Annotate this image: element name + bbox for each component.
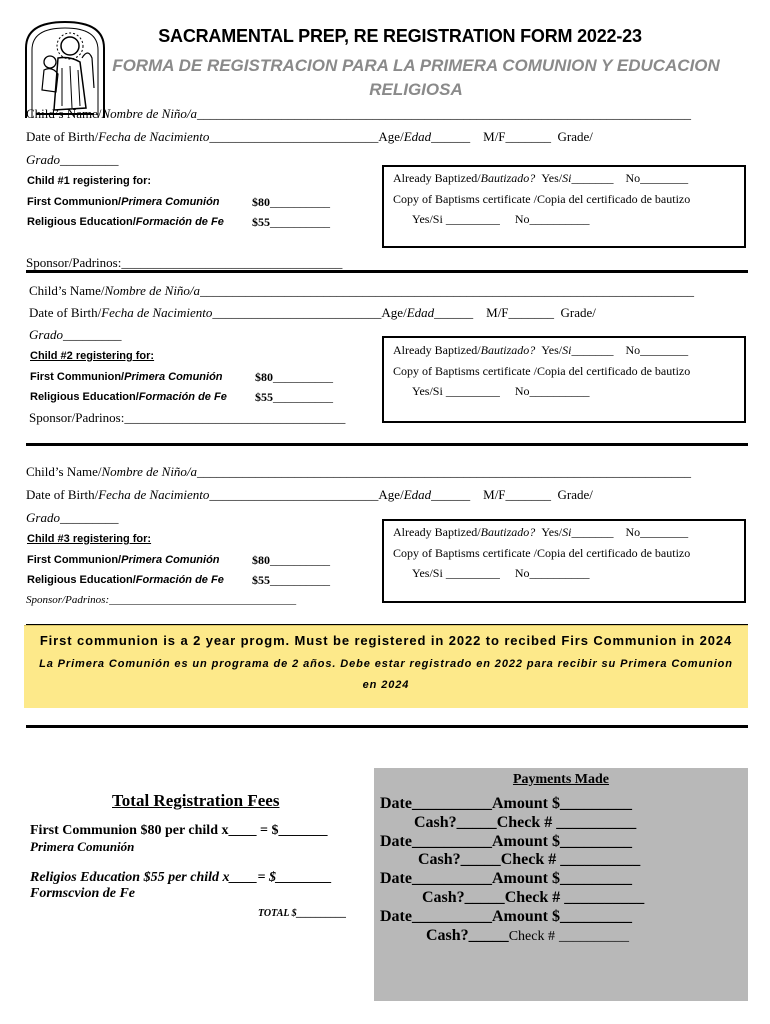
section-divider: [26, 725, 748, 728]
child3-dob-field[interactable]: Date of Birth/Fecha de Nacimiento__________________________Age/Edad______ M/F_______ Grade/: [26, 487, 593, 502]
child2-religious-ed-option[interactable]: Religious Education/Formación de Fe: [30, 391, 227, 403]
payment1-date-amount[interactable]: Date__________Amount $_________: [380, 795, 632, 812]
child2-sponsor-field[interactable]: Sponsor/Padrinos:__________________________________: [29, 410, 346, 425]
fees-total[interactable]: TOTAL $__________: [258, 908, 347, 919]
child2-name-field[interactable]: Child’s Name/Nombre de Niño/a____________________________________________________________________________: [29, 283, 695, 298]
fees-religious-ed-es: Formscvion de Fe: [30, 886, 135, 901]
child1-name-field[interactable]: Child’s Name/Nombre de Niño/a____________________________________________________________________________: [26, 106, 692, 121]
payment3-cash-check[interactable]: Cash?_____Check # __________: [422, 889, 645, 906]
section-divider: [26, 270, 748, 273]
fees-first-communion-line[interactable]: First Communion $80 per child x____ = $_______: [30, 823, 328, 838]
child1-first-communion-price[interactable]: $80__________: [252, 195, 330, 209]
child2-certificate-field[interactable]: Yes/Si _________ No__________: [412, 384, 590, 398]
child3-sponsor-field[interactable]: Sponsor/Padrinos:__________________________________: [26, 594, 297, 606]
child2-first-communion-option[interactable]: First Communion/Primera Comunión: [30, 371, 223, 383]
payment4-date-amount[interactable]: Date__________Amount $_________: [380, 908, 632, 925]
form-title: SACRAMENTAL PREP, RE REGISTRATION FORM 2022-23: [158, 26, 642, 46]
section-divider: [26, 443, 748, 446]
child1-sponsor-field[interactable]: Sponsor/Padrinos:__________________________________: [26, 255, 343, 270]
child1-certificate-label: Copy of Baptisms certificate /Copia del certificado de bautizo: [393, 192, 691, 206]
child3-registering-heading: Child #3 registering for:: [27, 533, 152, 545]
parish-logo: [22, 18, 108, 120]
child2-certificate-label: Copy of Baptisms certificate /Copia del certificado de bautizo: [393, 364, 691, 378]
child3-baptized-field[interactable]: Already Baptized/Bautizado? Yes/Si_______ No________: [393, 525, 689, 539]
notice-spanish: La Primera Comunión es un programa de 2 años. Debe estar registrado en 2022 para recibir su Primera Comunion en 2024: [39, 658, 733, 691]
fees-religious-ed-line[interactable]: Religios Education $55 per child x____= $________: [30, 870, 332, 885]
program-notice: [24, 625, 748, 708]
form-subtitle: FORMA DE REGISTRACION PARA LA PRIMERA COMUNION Y EDUCACION RELIGIOSA: [112, 56, 720, 99]
child1-religious-ed-option[interactable]: Religious Education/Formación de Fe: [27, 216, 224, 228]
child1-certificate-field[interactable]: Yes/Si _________ No__________: [412, 212, 590, 226]
child3-religious-ed-option[interactable]: Religious Education/Formación de Fe: [27, 574, 224, 586]
payment4-cash-check[interactable]: Cash?_____Check # __________: [426, 927, 629, 944]
child1-religious-ed-price[interactable]: $55__________: [252, 215, 330, 229]
child3-first-communion-price[interactable]: $80__________: [252, 553, 330, 567]
payments-title: Payments Made: [512, 772, 610, 787]
child2-registering-heading: Child #2 registering for:: [30, 350, 155, 362]
child3-certificate-label: Copy of Baptisms certificate /Copia del certificado de bautizo: [393, 546, 691, 560]
child2-first-communion-price[interactable]: $80__________: [255, 370, 333, 384]
child1-dob-field[interactable]: Date of Birth/Fecha de Nacimiento__________________________Age/Edad______ M/F_______ Grade/: [26, 129, 593, 144]
child3-religious-ed-price[interactable]: $55__________: [252, 573, 330, 587]
payment2-date-amount[interactable]: Date__________Amount $_________: [380, 833, 632, 850]
payment2-cash-check[interactable]: Cash?_____Check # __________: [418, 851, 641, 868]
child3-grade-field[interactable]: Grado_________: [26, 510, 119, 525]
child2-religious-ed-price[interactable]: $55__________: [255, 390, 333, 404]
child1-first-communion-option[interactable]: First Communion/Primera Comunión: [27, 196, 220, 208]
fees-title: Total Registration Fees: [112, 791, 280, 810]
child2-baptized-field[interactable]: Already Baptized/Bautizado? Yes/Si_______ No________: [393, 343, 689, 357]
child1-grade-field[interactable]: Grado_________: [26, 152, 119, 167]
payment3-date-amount[interactable]: Date__________Amount $_________: [380, 870, 632, 887]
child3-first-communion-option[interactable]: First Communion/Primera Comunión: [27, 554, 220, 566]
fees-first-communion-es: Primera Comunión: [30, 839, 135, 854]
notice-english: First communion is a 2 year progm. Must be registered in 2022 to recibed Firs Communion in 2024: [39, 633, 733, 648]
child3-certificate-field[interactable]: Yes/Si _________ No__________: [412, 566, 590, 580]
child2-dob-field[interactable]: Date of Birth/Fecha de Nacimiento__________________________Age/Edad______ M/F_______ Grade/: [29, 305, 596, 320]
child1-baptized-field[interactable]: Already Baptized/Bautizado? Yes/Si_______ No________: [393, 171, 689, 185]
child1-registering-heading: Child #1 registering for:: [27, 175, 152, 187]
payment1-cash-check[interactable]: Cash?_____Check # __________: [414, 814, 637, 831]
child3-name-field[interactable]: Child’s Name/Nombre de Niño/a____________________________________________________________________________: [26, 464, 692, 479]
child2-grade-field[interactable]: Grado_________: [29, 327, 122, 342]
